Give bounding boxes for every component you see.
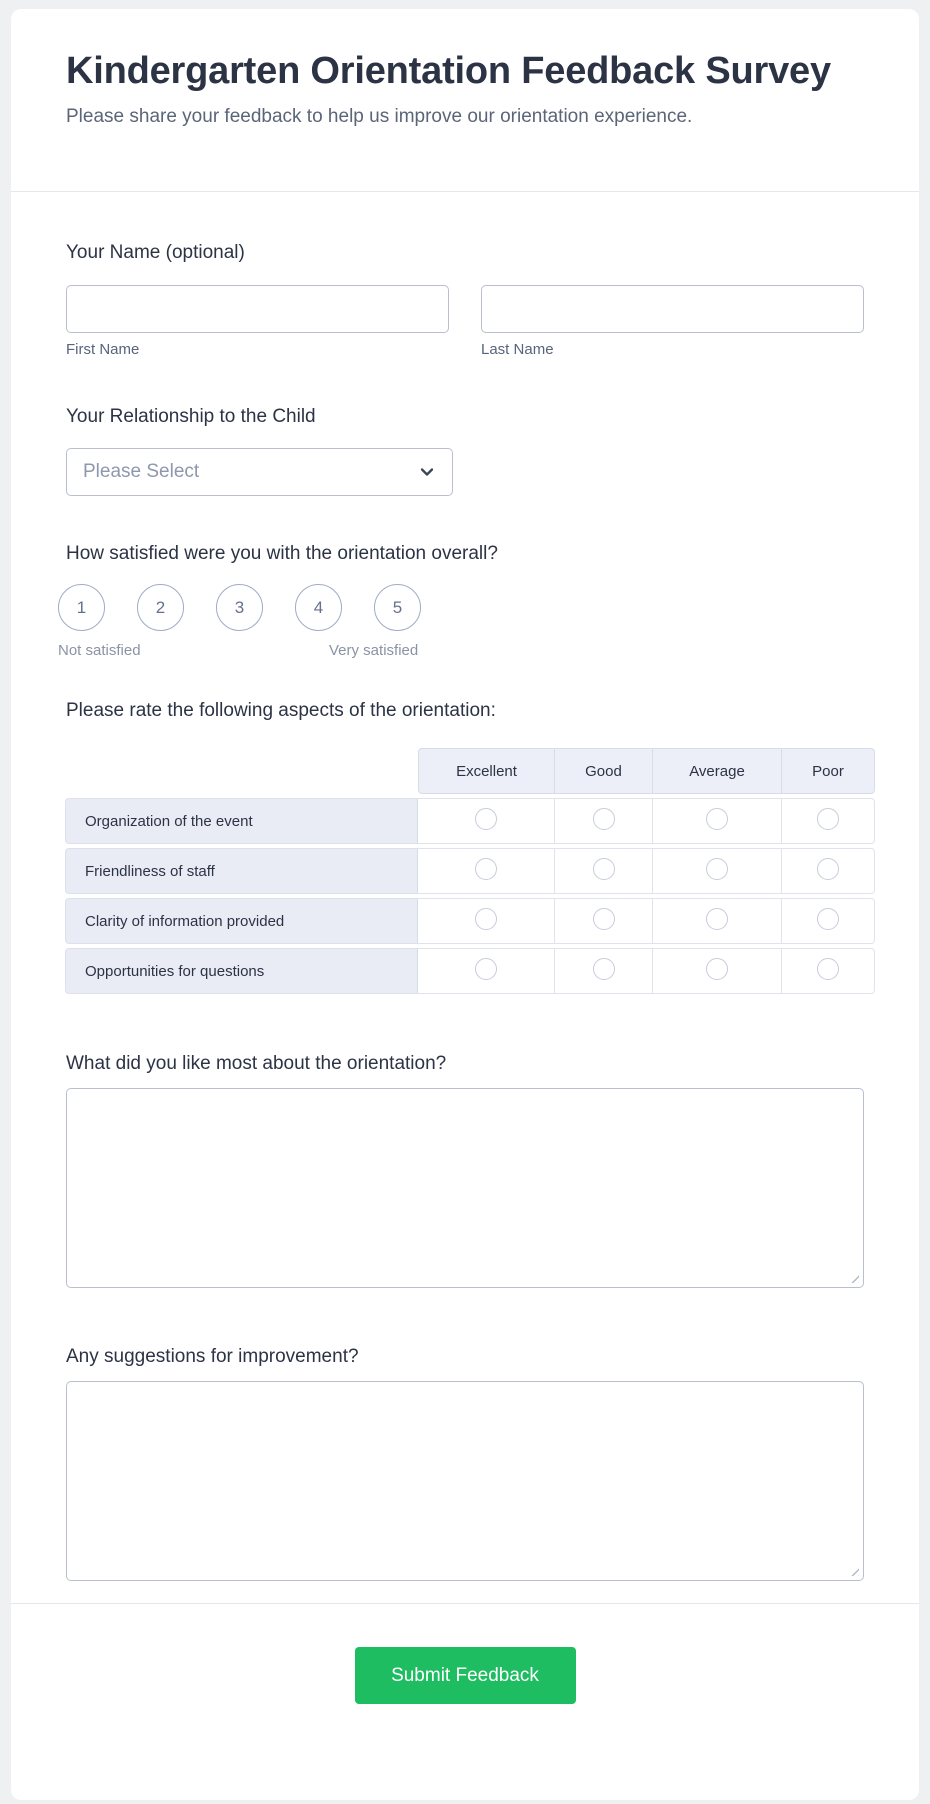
matrix-row-label: Friendliness of staff [65, 848, 418, 894]
matrix-row-label: Opportunities for questions [65, 948, 418, 994]
matrix-radio-opportunities-good[interactable] [593, 958, 615, 980]
satisfaction-question-label: How satisfied were you with the orientation overall? [66, 543, 498, 564]
satisfaction-option-4[interactable]: 4 [295, 584, 342, 631]
matrix-radio-organization-good[interactable] [593, 808, 615, 830]
question-liked [66, 1052, 864, 1288]
satisfaction-scale [58, 584, 864, 631]
satisfaction-option-1[interactable]: 1 [58, 584, 105, 631]
matrix-radio-clarity-good[interactable] [593, 908, 615, 930]
matrix-radio-organization-poor[interactable] [817, 808, 839, 830]
relationship-select-placeholder: Please Select [83, 461, 200, 482]
matrix-radio-clarity-poor[interactable] [817, 908, 839, 930]
name-question-label: Your Name (optional) [66, 242, 245, 263]
question-suggestions [66, 1345, 864, 1581]
name-fields-row [66, 285, 864, 358]
matrix-radio-friendliness-poor[interactable] [817, 858, 839, 880]
liked-question-label: What did you like most about the orientation? [66, 1053, 447, 1074]
question-matrix [66, 699, 864, 998]
relationship-select[interactable] [66, 448, 453, 496]
matrix-column-average: Average [653, 748, 782, 794]
form-header [11, 9, 919, 192]
matrix-radio-friendliness-excellent[interactable] [475, 858, 497, 880]
last-name-input[interactable] [481, 285, 864, 333]
page-title: Kindergarten Orientation Feedback Survey [66, 50, 831, 92]
last-name-sublabel: Last Name [481, 341, 554, 358]
matrix-radio-clarity-excellent[interactable] [475, 908, 497, 930]
matrix-header-spacer [65, 748, 418, 794]
matrix-radio-opportunities-average[interactable] [706, 958, 728, 980]
form-body [11, 241, 919, 1581]
matrix-radio-opportunities-excellent[interactable] [475, 958, 497, 980]
first-name-sublabel: First Name [66, 341, 140, 358]
first-name-column [66, 285, 449, 358]
matrix-column-good: Good [555, 748, 653, 794]
matrix-radio-friendliness-good[interactable] [593, 858, 615, 880]
matrix-radio-opportunities-poor[interactable] [817, 958, 839, 980]
matrix-row-friendliness [65, 848, 875, 894]
suggestions-textarea[interactable] [66, 1381, 864, 1581]
satisfaction-option-5[interactable]: 5 [374, 584, 421, 631]
question-name [66, 241, 864, 358]
form-card [11, 9, 919, 1800]
matrix-radio-organization-average[interactable] [706, 808, 728, 830]
suggestions-textarea-wrap [66, 1381, 864, 1581]
relationship-question-label: Your Relationship to the Child [66, 406, 316, 427]
matrix-column-excellent: Excellent [418, 748, 555, 794]
scale-max-label: Very satisfied [329, 642, 419, 659]
matrix-row-clarity [65, 898, 875, 944]
first-name-input[interactable] [66, 285, 449, 333]
chevron-down-icon [418, 463, 436, 481]
submit-button[interactable]: Submit Feedback [355, 1647, 576, 1704]
matrix-row-opportunities [65, 948, 875, 994]
matrix-row-label: Clarity of information provided [65, 898, 418, 944]
matrix-row-label: Organization of the event [65, 798, 418, 844]
satisfaction-scale-labels [58, 642, 498, 660]
matrix-table [65, 744, 875, 998]
satisfaction-option-2[interactable]: 2 [137, 584, 184, 631]
suggestions-question-label: Any suggestions for improvement? [66, 1346, 359, 1367]
liked-textarea[interactable] [66, 1088, 864, 1288]
matrix-row-organization [65, 798, 875, 844]
matrix-header-row [65, 748, 875, 794]
matrix-question-label: Please rate the following aspects of the orientation: [66, 700, 496, 721]
page-subtitle: Please share your feedback to help us improve our orientation experience. [66, 106, 693, 127]
matrix-radio-friendliness-average[interactable] [706, 858, 728, 880]
last-name-column [481, 285, 864, 358]
scale-min-label: Not satisfied [58, 642, 141, 659]
matrix-radio-organization-excellent[interactable] [475, 808, 497, 830]
question-relationship [66, 405, 864, 496]
liked-textarea-wrap [66, 1088, 864, 1288]
matrix-column-poor: Poor [782, 748, 875, 794]
form-footer [11, 1604, 919, 1749]
question-satisfaction [58, 542, 864, 660]
satisfaction-option-3[interactable]: 3 [216, 584, 263, 631]
matrix-radio-clarity-average[interactable] [706, 908, 728, 930]
